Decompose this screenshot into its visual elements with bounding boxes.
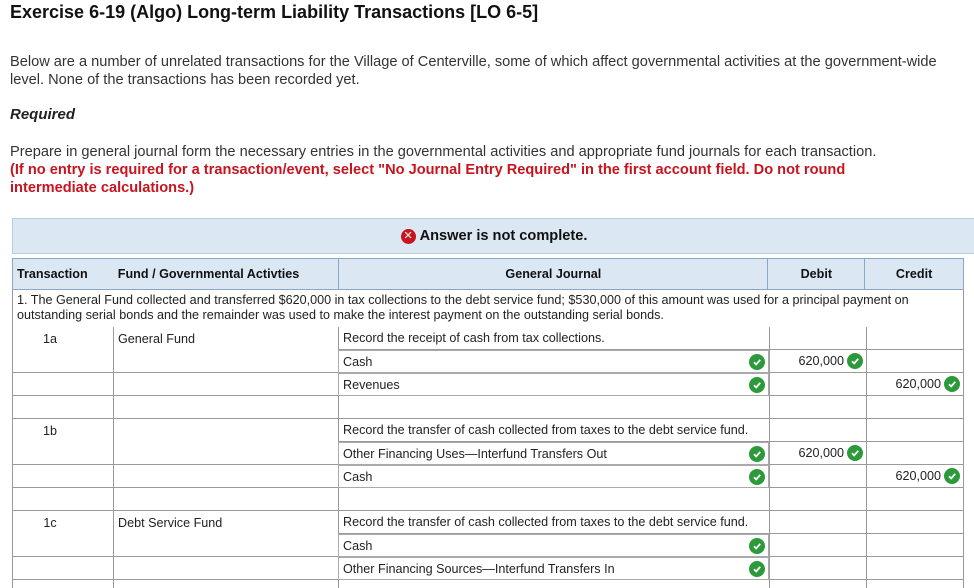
account-select[interactable]: Revenues bbox=[338, 373, 769, 396]
check-icon bbox=[944, 468, 960, 484]
transaction-label: 1a bbox=[12, 327, 113, 350]
header-transaction: Transaction bbox=[17, 267, 88, 281]
check-icon bbox=[749, 469, 765, 485]
credit-input[interactable]: 620,000 bbox=[866, 373, 964, 396]
table-row bbox=[12, 396, 964, 419]
warning-instructions: (If no entry is required for a transaction/event, select "No Journal Entry Required" in the first account field. Do not round intermediate calculations.) bbox=[10, 162, 846, 196]
answer-status-banner bbox=[12, 218, 974, 254]
debit-input[interactable] bbox=[769, 465, 866, 488]
transaction-label: 1b bbox=[12, 419, 113, 442]
credit-input[interactable] bbox=[866, 396, 964, 419]
check-icon bbox=[749, 446, 765, 462]
debit-input[interactable] bbox=[769, 557, 866, 580]
debit-input[interactable] bbox=[769, 396, 866, 419]
credit-input[interactable] bbox=[866, 534, 964, 557]
required-label: Required bbox=[10, 106, 76, 123]
account-select[interactable]: Cash bbox=[338, 350, 769, 373]
check-icon bbox=[944, 376, 960, 392]
account-select[interactable]: Cash bbox=[338, 465, 769, 488]
account-select[interactable]: Cash bbox=[338, 534, 769, 557]
debit-input[interactable] bbox=[769, 580, 866, 588]
table-row bbox=[12, 557, 964, 580]
fund-label: Debt Service Fund bbox=[113, 511, 338, 534]
check-icon bbox=[749, 377, 765, 393]
credit-input[interactable] bbox=[866, 488, 964, 511]
credit-input[interactable] bbox=[866, 442, 964, 465]
account-select[interactable] bbox=[338, 488, 769, 511]
header-general-journal: General Journal bbox=[338, 259, 768, 289]
table-row bbox=[12, 465, 964, 488]
credit-input[interactable] bbox=[866, 350, 964, 373]
table-row bbox=[12, 580, 964, 588]
account-select[interactable]: Other Financing Sources—Interfund Transfers In bbox=[338, 557, 769, 580]
check-icon bbox=[847, 353, 863, 369]
debit-input[interactable] bbox=[769, 488, 866, 511]
check-icon bbox=[847, 445, 863, 461]
check-icon bbox=[749, 538, 765, 554]
table-row bbox=[12, 534, 964, 557]
prepare-instructions: Prepare in general journal form the necessary entries in the governmental activities and appropriate fund journals for each transaction. bbox=[10, 144, 877, 160]
account-select[interactable] bbox=[338, 396, 769, 419]
table-row bbox=[12, 373, 964, 396]
account-select[interactable] bbox=[338, 580, 769, 588]
debit-input[interactable]: 620,000 bbox=[769, 350, 866, 373]
intro-text: Below are a number of unrelated transactions for the Village of Centerville, some of which affect governmental activities at the government-wide level. None of the transactions has been recorded yet. bbox=[10, 54, 937, 88]
debit-input[interactable] bbox=[769, 373, 866, 396]
debit-input[interactable]: 620,000 bbox=[769, 442, 866, 465]
error-x-icon: ✕ bbox=[401, 229, 416, 244]
table-row bbox=[12, 419, 964, 442]
table-row bbox=[12, 488, 964, 511]
journal-table bbox=[12, 258, 964, 588]
table-row bbox=[12, 350, 964, 373]
header-debit: Debit bbox=[768, 259, 865, 289]
memo-text: Record the transfer of cash collected from taxes to the debt service fund. bbox=[338, 511, 769, 534]
check-icon bbox=[749, 354, 765, 370]
transaction-description: 1. The General Fund collected and transferred $620,000 in tax collections to the debt service fund; $530,000 of this amount was used for a principal payment on outstanding serial bonds and the remainder was used to make the interest payment on the outstanding serial bonds. bbox=[12, 290, 964, 327]
account-select[interactable]: Other Financing Uses—Interfund Transfers Out bbox=[338, 442, 769, 465]
memo-text: Record the transfer of cash collected from taxes to the debt service fund. bbox=[338, 419, 769, 442]
header-fund: Fund / Governmental Activties bbox=[117, 267, 300, 281]
table-row bbox=[12, 327, 964, 350]
fund-label bbox=[113, 419, 338, 442]
table-row bbox=[12, 442, 964, 465]
credit-input[interactable] bbox=[866, 580, 964, 588]
credit-input[interactable]: 620,000 bbox=[866, 465, 964, 488]
debit-input[interactable] bbox=[769, 534, 866, 557]
check-icon bbox=[749, 561, 765, 577]
fund-label: General Fund bbox=[113, 327, 338, 350]
exercise-title: Exercise 6-19 (Algo) Long-term Liability Transactions [LO 6-5] bbox=[10, 2, 539, 22]
memo-text: Record the receipt of cash from tax collections. bbox=[338, 327, 769, 350]
table-row bbox=[12, 511, 964, 534]
answer-status-text: Answer is not complete. bbox=[419, 228, 588, 244]
table-header bbox=[12, 258, 964, 290]
header-credit: Credit bbox=[895, 267, 933, 281]
credit-input[interactable] bbox=[866, 557, 964, 580]
transaction-label: 1c bbox=[12, 511, 113, 534]
